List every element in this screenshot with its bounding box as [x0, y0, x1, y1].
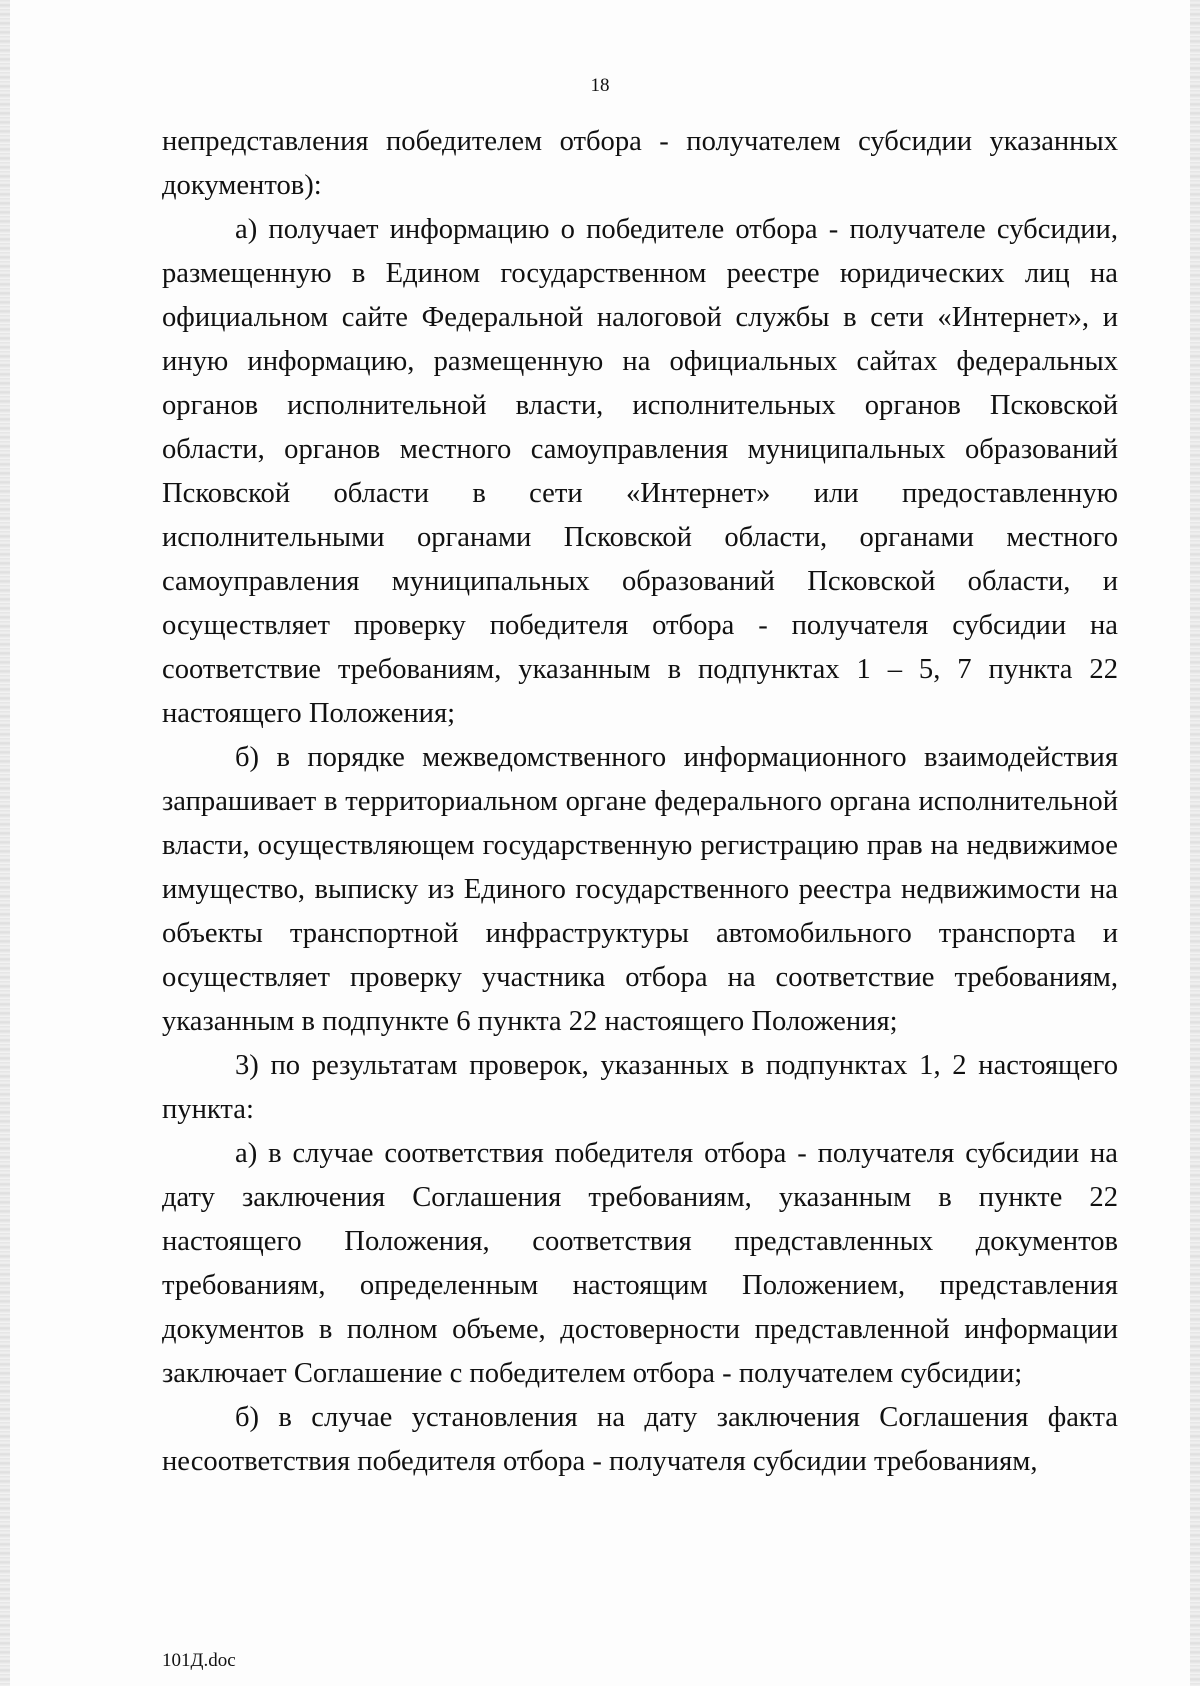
paragraph-subitem-b: б) в случае установления на дату заключения Соглашения факта несоответствия победителя отбора - получателя субсидии требованиям, — [162, 1402, 1118, 1477]
scan-edge-left — [0, 0, 10, 1686]
paragraph-subitem-a: а) в случае соответствия победителя отбора - получателя субсидии на дату заключения Соглашения требованиям, указанным в пункте 22 настоящего Положения, соответствия представленных документов требованиям, определенным настоящим Положением, представления документов в полном объеме, достоверности представленной информации заключает Соглашение с победителем отбора - получателем субсидии; — [162, 1138, 1118, 1389]
paragraph-item-a: а) получает информацию о победителе отбора - получателе субсидии, размещенную в Едином государственном реестре юридических лиц на официальном сайте Федеральной налоговой службы в сети «Интернет», и иную информацию, размещенную на официальных сайтах федеральных органов исполнительной власти, исполнительных органов Псковской области, органов местного самоуправления муниципальных образований Псковской области в сети «Интернет» или предоставленную исполнительными органами Псковской области, органами местного самоуправления муниципальных образований Псковской области, и осуществляет проверку победителя отбора - получателя субсидии на соответствие требованиям, указанным в подпунктах 1 – 5, 7 пункта 22 настоящего Положения; — [162, 214, 1118, 729]
scan-edge-right — [1190, 0, 1200, 1686]
document-body — [162, 120, 1118, 1484]
footer-filename: 101Д.doc — [162, 1650, 236, 1671]
paragraph-item-3: 3) по результатам проверок, указанных в подпунктах 1, 2 настоящего пункта: — [162, 1050, 1118, 1125]
paragraph-item-b: б) в порядке межведомственного информационного взаимодействия запрашивает в территориальном органе федерального органа исполнительной власти, осуществляющем государственную регистрацию прав на недвижимое имущество, выписку из Единого государственного реестра недвижимости на объекты транспортной инфраструктуры автомобильного транспорта и осуществляет проверку участника отбора на соответствие требованиям, указанным в подпункте 6 пункта 22 настоящего Положения; — [162, 742, 1118, 1037]
page-number: 18 — [590, 75, 610, 96]
paragraph-continuation: непредставления победителем отбора - получателем субсидии указанных документов): — [162, 126, 1118, 201]
